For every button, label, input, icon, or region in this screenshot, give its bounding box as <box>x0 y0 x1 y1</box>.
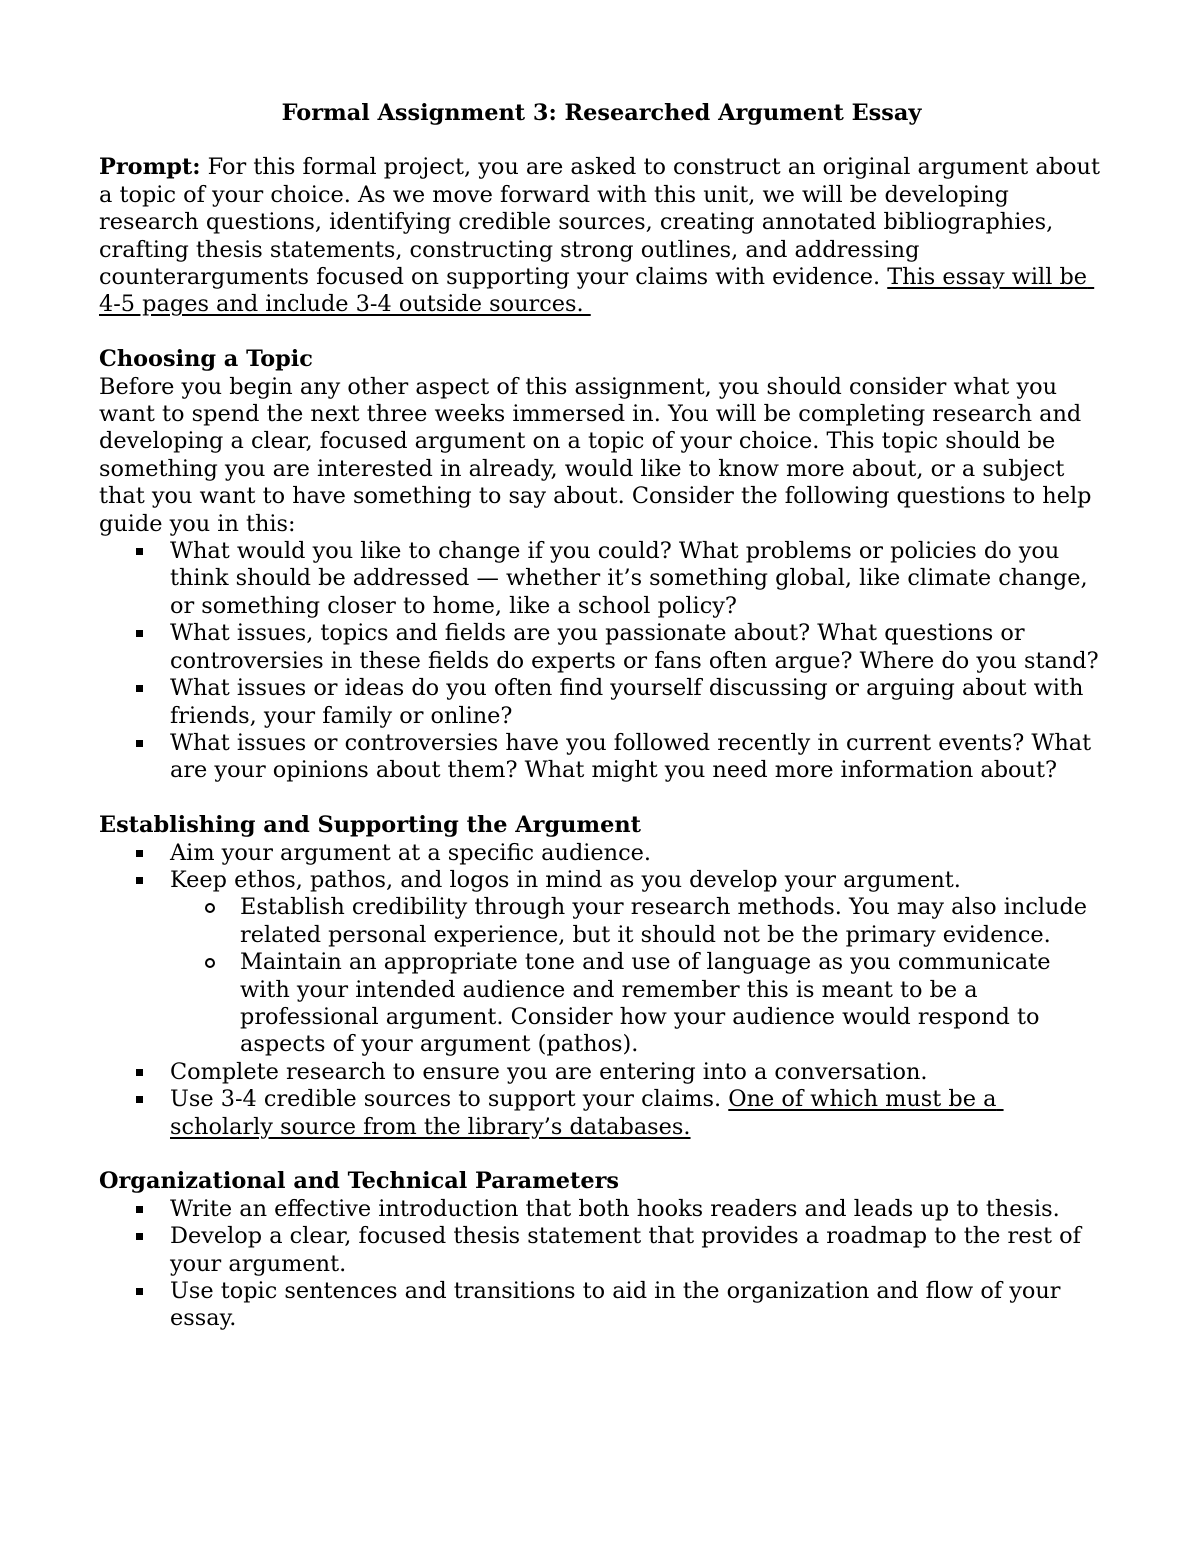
list-item-text: What issues or ideas do you often find yourself discussing or arguing about with friends, your family or online? <box>170 675 1084 729</box>
list-item-text: What issues, topics and fields are you passionate about? What questions or controversies in these fields do experts or fans often argue? Where do you stand? <box>170 620 1099 674</box>
sub-list-item-text: Establish credibility through your research methods. You may also include related personal experience, but it should not be the primary evidence. <box>240 894 1088 948</box>
list-item <box>99 620 1104 675</box>
document-page <box>99 100 1104 1333</box>
list-item <box>99 1086 1104 1141</box>
list-item-text: Use 3-4 credible sources to support your claims. <box>170 1086 729 1113</box>
rhetoric-sub-list <box>170 894 1104 1058</box>
section-establishing-argument <box>99 812 1104 1141</box>
sub-list-item <box>99 894 1104 949</box>
topic-question-list <box>99 538 1104 785</box>
choosing-topic-paragraph: Before you begin any other aspect of this assignment, you should consider what you want to spend the next three weeks immersed in. You will be completing research and developing a clear, focused argument on a topic of your choice. This topic should be something you are interested in already, would like to know more about, or a subject that you want to have something to say about. Consider the following questions to help guide you in this: <box>99 373 1092 537</box>
list-item-text: Keep ethos, pathos, and logos in mind as you develop your argument. <box>170 866 961 893</box>
square-bullet-icon <box>136 877 143 884</box>
list-item-text: Use topic sentences and transitions to aid in the organization and flow of your essay. <box>170 1278 1061 1332</box>
list-item <box>99 1223 1104 1278</box>
prompt-label: Prompt: <box>99 154 201 181</box>
section-heading-organizational-parameters: Organizational and Technical Parameters <box>99 1168 620 1195</box>
section-choosing-topic <box>99 346 1104 785</box>
document-title: Formal Assignment 3: Researched Argument Essay <box>281 100 922 126</box>
square-bullet-icon <box>136 850 143 857</box>
organizational-list <box>99 1196 1104 1333</box>
section-heading-choosing-topic: Choosing a Topic <box>99 346 313 373</box>
list-item-text: What issues or controversies have you followed recently in current events? What are your opinions about them? What might you need more information about? <box>170 729 1092 784</box>
square-bullet-icon <box>136 1288 143 1295</box>
list-item-text: Write an effective introduction that both hooks readers and leads up to thesis. <box>170 1195 1060 1222</box>
list-item <box>99 538 1104 620</box>
prompt-text: For this formal project, you are asked to construct an original argument about a topic of your choice. As we move forward with this unit, we will be developing research questions, identifying credible sources, creating annotated bibliographies, crafting thesis statements, constructing strong outlines, and addressing counterarguments focused on supporting your claims with evidence. <box>99 154 1100 291</box>
list-item <box>99 867 1104 1059</box>
square-bullet-icon <box>136 1069 143 1076</box>
square-bullet-icon <box>136 1206 143 1213</box>
scholarly-source-requirement: One of which must be a scholarly source from the library’s databases. <box>170 1086 1004 1140</box>
sub-list-item <box>99 949 1104 1059</box>
list-item-text: What would you like to change if you could? What problems or policies do you think should be addressed — whether it’s something global, like climate change, or something closer to home, like a school policy? <box>170 538 1088 619</box>
square-bullet-icon <box>136 1233 143 1240</box>
circle-bullet-icon <box>205 958 215 968</box>
square-bullet-icon <box>136 740 143 747</box>
list-item-text: Develop a clear, focused thesis statement that provides a roadmap to the rest of your argument. <box>170 1223 1081 1277</box>
list-item <box>99 1278 1104 1333</box>
list-item-text: Complete research to ensure you are entering into a conversation. <box>170 1058 928 1085</box>
sub-list-item-text: Maintain an appropriate tone and use of language as you communicate with your intended audience and remember this is meant to be a professional argument. Consider how your audience would respond to aspects of your argument (pathos). <box>240 949 1051 1058</box>
prompt-length-requirement: This essay will be 4-5 pages and include 3-4 outside sources. <box>99 264 1095 318</box>
prompt-paragraph <box>99 154 1104 318</box>
square-bullet-icon <box>136 548 143 555</box>
section-organizational-parameters <box>99 1168 1104 1332</box>
list-item <box>99 675 1104 730</box>
list-item <box>99 1059 1104 1086</box>
list-item <box>99 730 1104 785</box>
argument-list <box>99 840 1104 1141</box>
circle-bullet-icon <box>205 903 215 913</box>
list-item-text: Aim your argument at a specific audience. <box>170 839 652 866</box>
section-heading-establishing-argument: Establishing and Supporting the Argument <box>99 812 641 839</box>
square-bullet-icon <box>136 685 143 692</box>
list-item <box>99 840 1104 867</box>
square-bullet-icon <box>136 1096 143 1103</box>
square-bullet-icon <box>136 630 143 637</box>
list-item <box>99 1196 1104 1223</box>
